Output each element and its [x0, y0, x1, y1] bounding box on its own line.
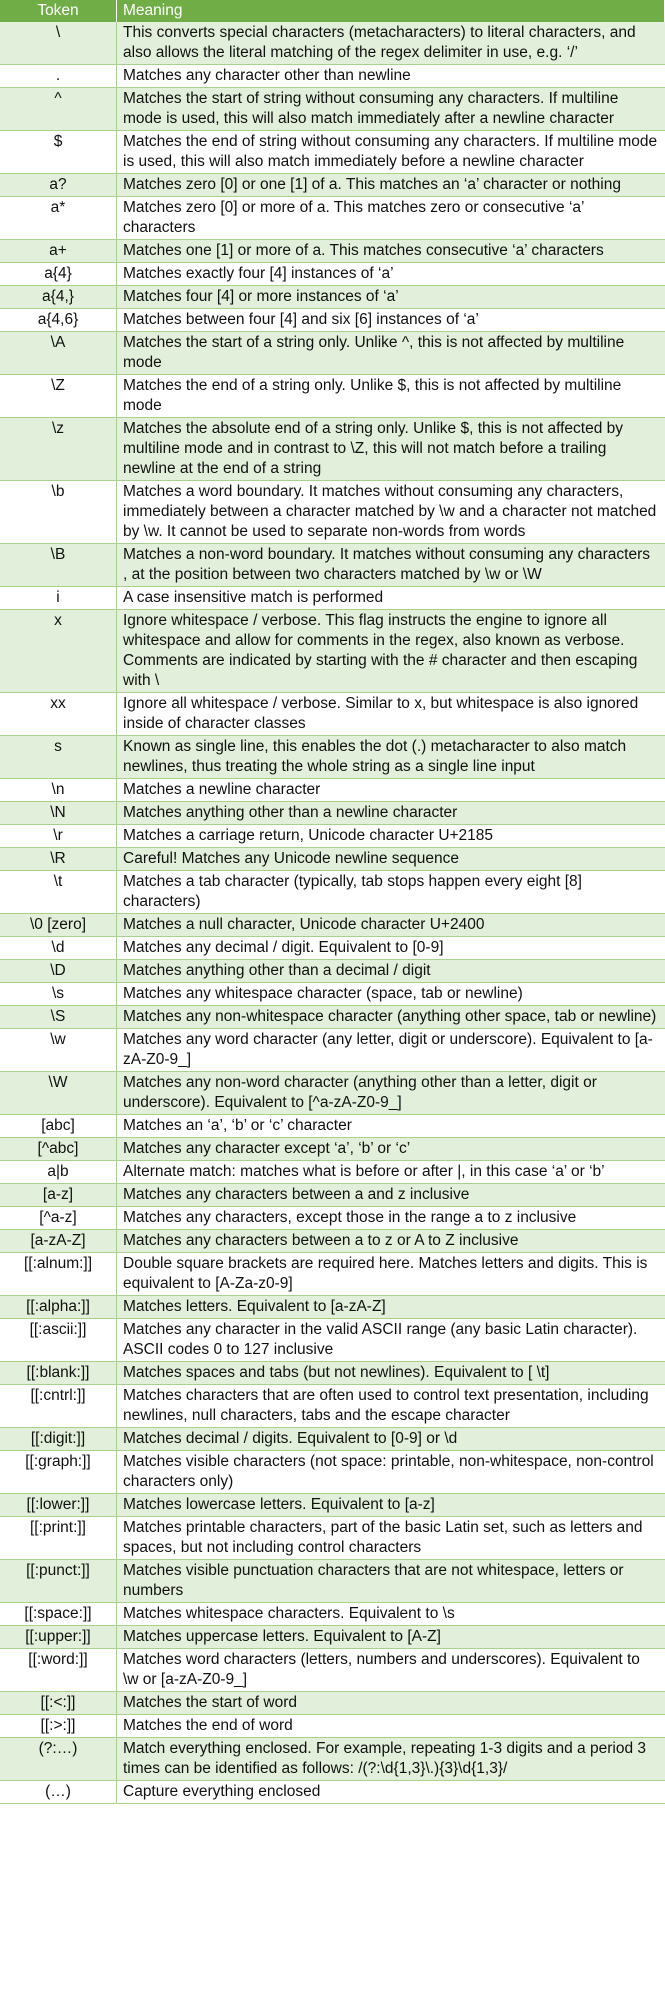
- meaning-cell: Matches uppercase letters. Equivalent to [A-Z]: [117, 1626, 665, 1649]
- token-cell: s: [0, 736, 117, 779]
- token-cell: \s: [0, 983, 117, 1006]
- token-cell: \n: [0, 779, 117, 802]
- meaning-cell: Matches a tab character (typically, tab stops happen every eight [8] characters): [117, 871, 665, 914]
- meaning-cell: A case insensitive match is performed: [117, 587, 665, 610]
- table-row: [0, 587, 665, 610]
- table-row: [0, 309, 665, 332]
- token-cell: a?: [0, 174, 117, 197]
- table-row: [0, 174, 665, 197]
- meaning-cell: Matches characters that are often used to control text presentation, including newlines, null characters, tabs and the escape character: [117, 1385, 665, 1428]
- meaning-cell: Matches whitespace characters. Equivalent to \s: [117, 1603, 665, 1626]
- token-cell: \w: [0, 1029, 117, 1072]
- token-cell: \t: [0, 871, 117, 914]
- token-cell: xx: [0, 693, 117, 736]
- token-cell: a+: [0, 240, 117, 263]
- meaning-cell: Matches the absolute end of a string only. Unlike $, this is not affected by multiline mode and in contrast to \Z, this will not match before a trailing newline at the end of a string: [117, 418, 665, 481]
- token-cell: \D: [0, 960, 117, 983]
- table-header-row: [0, 0, 665, 22]
- token-cell: [^abc]: [0, 1138, 117, 1161]
- token-cell: [[:punct:]]: [0, 1560, 117, 1603]
- meaning-cell: Capture everything enclosed: [117, 1781, 665, 1804]
- table-row: [0, 88, 665, 131]
- table-row: [0, 1603, 665, 1626]
- token-cell: a{4,6}: [0, 309, 117, 332]
- meaning-cell: Alternate match: matches what is before or after |, in this case ‘a’ or ‘b’: [117, 1161, 665, 1184]
- meaning-cell: Matches spaces and tabs (but not newlines). Equivalent to [ \t]: [117, 1362, 665, 1385]
- token-cell: ^: [0, 88, 117, 131]
- table-row: [0, 610, 665, 693]
- table-row: [0, 1451, 665, 1494]
- token-cell: [[:print:]]: [0, 1517, 117, 1560]
- token-cell: a{4}: [0, 263, 117, 286]
- table-row: [0, 240, 665, 263]
- token-cell: \z: [0, 418, 117, 481]
- meaning-cell: Matches any characters between a to z or A to Z inclusive: [117, 1230, 665, 1253]
- token-cell: \R: [0, 848, 117, 871]
- token-cell: \Z: [0, 375, 117, 418]
- token-cell: [a-zA-Z]: [0, 1230, 117, 1253]
- token-cell: [[:<:]]: [0, 1692, 117, 1715]
- token-cell: \r: [0, 825, 117, 848]
- table-body: [0, 22, 665, 1804]
- token-cell: [[:alnum:]]: [0, 1253, 117, 1296]
- token-cell: (?:…): [0, 1738, 117, 1781]
- meaning-cell: Matches a non-word boundary. It matches without consuming any characters , at the position between two characters matched by \w or \W: [117, 544, 665, 587]
- meaning-cell: Double square brackets are required here. Matches letters and digits. This is equivalent to [A-Za-z0-9]: [117, 1253, 665, 1296]
- meaning-cell: Matches any non-word character (anything other than a letter, digit or underscore). Equivalent to [^a-zA-Z0-9_]: [117, 1072, 665, 1115]
- token-cell: [[:blank:]]: [0, 1362, 117, 1385]
- table-row: [0, 736, 665, 779]
- meaning-cell: Matches any characters between a and z inclusive: [117, 1184, 665, 1207]
- token-cell: [[:upper:]]: [0, 1626, 117, 1649]
- meaning-cell: Matches any character in the valid ASCII range (any basic Latin character). ASCII codes 0 to 127 inclusive: [117, 1319, 665, 1362]
- meaning-cell: Matches four [4] or more instances of ‘a’: [117, 286, 665, 309]
- meaning-cell: Matches any character except ‘a’, ‘b’ or ‘c’: [117, 1138, 665, 1161]
- token-cell: [a-z]: [0, 1184, 117, 1207]
- table-row: [0, 332, 665, 375]
- token-cell: [[:digit:]]: [0, 1428, 117, 1451]
- table-row: [0, 263, 665, 286]
- meaning-cell: Ignore whitespace / verbose. This flag instructs the engine to ignore all whitespace and allow for comments in the regex, also known as verbose. Comments are indicated by starting with the # character and then escaping with \: [117, 610, 665, 693]
- meaning-cell: Matches decimal / digits. Equivalent to [0-9] or \d: [117, 1428, 665, 1451]
- table-row: [0, 1115, 665, 1138]
- table-row: [0, 779, 665, 802]
- table-row: [0, 693, 665, 736]
- token-cell: [^a-z]: [0, 1207, 117, 1230]
- meaning-cell: Matches lowercase letters. Equivalent to [a-z]: [117, 1494, 665, 1517]
- token-cell: $: [0, 131, 117, 174]
- table-row: [0, 1738, 665, 1781]
- token-cell: \B: [0, 544, 117, 587]
- meaning-cell: Matches printable characters, part of the basic Latin set, such as letters and spaces, but not including control characters: [117, 1517, 665, 1560]
- table-row: [0, 1029, 665, 1072]
- table-row: [0, 65, 665, 88]
- meaning-cell: Matches any non-whitespace character (anything other space, tab or newline): [117, 1006, 665, 1029]
- token-cell: [[:ascii:]]: [0, 1319, 117, 1362]
- token-cell: a*: [0, 197, 117, 240]
- table-row: [0, 418, 665, 481]
- token-cell: .: [0, 65, 117, 88]
- table-row: [0, 1006, 665, 1029]
- token-cell: [[:cntrl:]]: [0, 1385, 117, 1428]
- token-cell: a|b: [0, 1161, 117, 1184]
- meaning-cell: Matches between four [4] and six [6] instances of ‘a’: [117, 309, 665, 332]
- meaning-cell: Matches the end of a string only. Unlike $, this is not affected by multiline mode: [117, 375, 665, 418]
- meaning-cell: Matches word characters (letters, numbers and underscores). Equivalent to \w or [a-zA-Z0-9_]: [117, 1649, 665, 1692]
- token-cell: [[:word:]]: [0, 1649, 117, 1692]
- meaning-cell: Matches letters. Equivalent to [a-zA-Z]: [117, 1296, 665, 1319]
- meaning-cell: Matches any characters, except those in the range a to z inclusive: [117, 1207, 665, 1230]
- token-cell: \: [0, 22, 117, 65]
- table-row: [0, 1494, 665, 1517]
- meaning-cell: Matches the start of word: [117, 1692, 665, 1715]
- token-cell: [[:space:]]: [0, 1603, 117, 1626]
- meaning-cell: Matches exactly four [4] instances of ‘a’: [117, 263, 665, 286]
- table-row: [0, 375, 665, 418]
- meaning-cell: Matches any word character (any letter, digit or underscore). Equivalent to [a-zA-Z0-9_]: [117, 1029, 665, 1072]
- token-cell: [[:graph:]]: [0, 1451, 117, 1494]
- table-row: [0, 1230, 665, 1253]
- meaning-cell: Matches a carriage return, Unicode character U+2185: [117, 825, 665, 848]
- token-cell: \A: [0, 332, 117, 375]
- meaning-cell: Matches any character other than newline: [117, 65, 665, 88]
- meaning-cell: Matches the start of a string only. Unlike ^, this is not affected by multiline mode: [117, 332, 665, 375]
- table-row: [0, 802, 665, 825]
- meaning-cell: Matches the end of string without consuming any characters. If multiline mode is used, this will also match immediately before a newline character: [117, 131, 665, 174]
- token-cell: (…): [0, 1781, 117, 1804]
- token-cell: [[:lower:]]: [0, 1494, 117, 1517]
- table-row: [0, 1715, 665, 1738]
- table-row: [0, 131, 665, 174]
- table-row: [0, 1626, 665, 1649]
- meaning-cell: Matches any decimal / digit. Equivalent to [0-9]: [117, 937, 665, 960]
- token-cell: \d: [0, 937, 117, 960]
- meaning-cell: Matches any whitespace character (space, tab or newline): [117, 983, 665, 1006]
- table-row: [0, 960, 665, 983]
- table-row: [0, 1319, 665, 1362]
- table-row: [0, 1072, 665, 1115]
- table-row: [0, 1296, 665, 1319]
- table-row: [0, 1253, 665, 1296]
- meaning-cell: Matches the end of word: [117, 1715, 665, 1738]
- table-row: [0, 914, 665, 937]
- table-row: [0, 937, 665, 960]
- table-row: [0, 983, 665, 1006]
- meaning-cell: Matches zero [0] or one [1] of a. This matches an ‘a’ character or nothing: [117, 174, 665, 197]
- meaning-cell: Matches the start of string without consuming any characters. If multiline mode is used, this will also match immediately after a newline character: [117, 88, 665, 131]
- token-cell: [abc]: [0, 1115, 117, 1138]
- token-cell: \b: [0, 481, 117, 544]
- table-row: [0, 1517, 665, 1560]
- meaning-cell: Known as single line, this enables the dot (.) metacharacter to also match newlines, thus treating the whole string as a single line input: [117, 736, 665, 779]
- table-row: [0, 22, 665, 65]
- table-row: [0, 825, 665, 848]
- table-row: [0, 1161, 665, 1184]
- meaning-cell: Match everything enclosed. For example, repeating 1-3 digits and a period 3 times can be identified as follows: /(?:\d{1,3}\.){3}\d{1,3}/: [117, 1738, 665, 1781]
- meaning-cell: Matches anything other than a newline character: [117, 802, 665, 825]
- token-cell: a{4,}: [0, 286, 117, 309]
- table-row: [0, 1428, 665, 1451]
- meaning-cell: Matches one [1] or more of a. This matches consecutive ‘a’ characters: [117, 240, 665, 263]
- table-row: [0, 286, 665, 309]
- meaning-cell: Matches anything other than a decimal / digit: [117, 960, 665, 983]
- meaning-cell: Matches an ‘a’, ‘b’ or ‘c’ character: [117, 1115, 665, 1138]
- token-cell: [[:>:]]: [0, 1715, 117, 1738]
- meaning-cell: Ignore all whitespace / verbose. Similar to x, but whitespace is also ignored inside of character classes: [117, 693, 665, 736]
- table-row: [0, 481, 665, 544]
- token-cell: \0 [zero]: [0, 914, 117, 937]
- meaning-column-header: Meaning: [117, 0, 665, 22]
- meaning-cell: This converts special characters (metacharacters) to literal characters, and also allows the literal matching of the regex delimiter in use, e.g. ‘/’: [117, 22, 665, 65]
- token-cell: \N: [0, 802, 117, 825]
- meaning-cell: Matches zero [0] or more of a. This matches zero or consecutive ‘a’ characters: [117, 197, 665, 240]
- table-row: [0, 1385, 665, 1428]
- table-row: [0, 1649, 665, 1692]
- table-row: [0, 871, 665, 914]
- meaning-cell: Matches visible characters (not space: printable, non-whitespace, non-control characters only): [117, 1451, 665, 1494]
- table-row: [0, 848, 665, 871]
- table-row: [0, 1138, 665, 1161]
- table-row: [0, 1692, 665, 1715]
- meaning-cell: Matches a word boundary. It matches without consuming any characters, immediately between a character matched by \w and a character not matched by \w. It cannot be used to separate non-words from words: [117, 481, 665, 544]
- table-row: [0, 1184, 665, 1207]
- token-cell: i: [0, 587, 117, 610]
- token-cell: \S: [0, 1006, 117, 1029]
- meaning-cell: Matches a newline character: [117, 779, 665, 802]
- table-row: [0, 1781, 665, 1804]
- meaning-cell: Matches a null character, Unicode character U+2400: [117, 914, 665, 937]
- table-row: [0, 1560, 665, 1603]
- meaning-cell: Matches visible punctuation characters that are not whitespace, letters or numbers: [117, 1560, 665, 1603]
- table-row: [0, 197, 665, 240]
- token-cell: \W: [0, 1072, 117, 1115]
- token-cell: [[:alpha:]]: [0, 1296, 117, 1319]
- token-column-header: Token: [0, 0, 117, 22]
- table-row: [0, 1207, 665, 1230]
- table-row: [0, 1362, 665, 1385]
- table-row: [0, 544, 665, 587]
- meaning-cell: Careful! Matches any Unicode newline sequence: [117, 848, 665, 871]
- token-cell: x: [0, 610, 117, 693]
